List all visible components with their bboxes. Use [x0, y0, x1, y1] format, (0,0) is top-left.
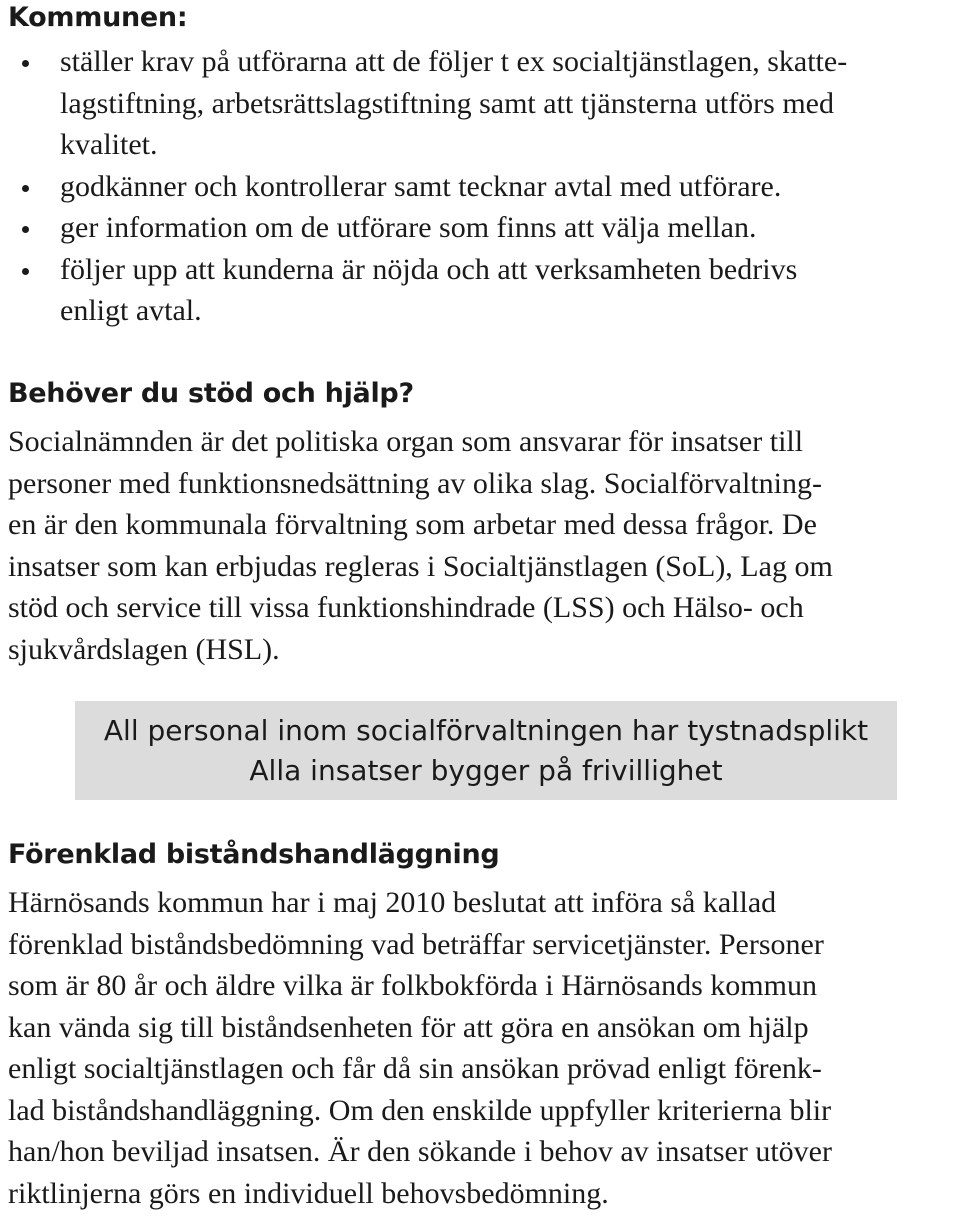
text-line: lagstiftning, arbetsrättslagstiftning samt att tjänsterna utförs med — [60, 86, 834, 120]
notice-line-frivillighet: Alla insatser bygger på frivillighet — [249, 754, 723, 787]
heading-kommunen: Kommunen: — [8, 2, 188, 33]
text-line: som är 80 år och äldre vilka är folkbokförda i Härnösands kommun — [8, 969, 817, 1002]
paragraph-forenklad — [8, 882, 956, 1214]
text-line: lad biståndshandläggning. Om den enskilde uppfyller kriterierna blir — [8, 1093, 832, 1127]
text-line: ställer krav på utförarna att de följer t ex socialtjänstlagen, skatte- — [60, 45, 848, 78]
text-line: personer med funktionsnedsättning av olika slag. Socialförvaltning- — [8, 466, 822, 500]
text-line: Socialnämnden är det politiska organ som ansvarar för insatser till — [8, 425, 804, 458]
kommunen-bullet-list — [0, 41, 960, 332]
paragraph-socialnamnden — [8, 421, 956, 670]
notice-line-tystnadsplikt: All personal inom socialförvaltningen har tystnadsplikt — [103, 714, 869, 747]
text-line: kan vända sig till biståndsenheten för att göra en ansökan om hjälp — [8, 1010, 809, 1044]
text-line: insatser som kan erbjudas regleras i Socialtjänstlagen (SoL), Lag om — [8, 549, 833, 583]
text-line: godkänner och kontrollerar samt tecknar avtal med utförare. — [60, 169, 782, 203]
bullet-icon — [22, 60, 29, 67]
notice-box — [75, 701, 897, 800]
text-line: Härnösands kommun har i maj 2010 beslutat att införa så kallad — [8, 886, 777, 919]
bullet-icon — [22, 185, 29, 192]
list-item — [0, 207, 960, 249]
text-line: förenklad biståndsbedömning vad beträffar servicetjänster. Personer — [8, 927, 824, 961]
text-line: han/hon beviljad insatsen. Är den sökande i behov av insatser utöver — [8, 1135, 832, 1168]
text-line: riktlinjerna görs en individuell behovsbedömning. — [8, 1176, 609, 1210]
heading-forenklad-bistandshandlaggning: Förenklad biståndshandläggning — [8, 839, 500, 870]
text-line: en är den kommunala förvaltning som arbetar med dessa frågor. De — [8, 508, 817, 541]
text-line: enligt socialtjänstlagen och får då sin ansökan prövad enligt förenk- — [8, 1052, 822, 1085]
list-item — [0, 41, 960, 166]
text-line: sjukvårdslagen (HSL). — [8, 632, 280, 666]
text-line: kvalitet. — [60, 128, 158, 161]
text-line: enligt avtal. — [60, 294, 202, 327]
text-line: följer upp att kunderna är nöjda och att verksamheten bedrivs — [60, 252, 798, 286]
bullet-icon — [22, 268, 29, 275]
list-item — [0, 249, 960, 332]
text-line: ger information om de utförare som finns att välja mellan. — [60, 211, 757, 244]
list-item — [0, 166, 960, 208]
heading-behover-du-stod: Behöver du stöd och hjälp? — [8, 378, 414, 409]
text-line: stöd och service till vissa funktionshindrade (LSS) och Hälso- och — [8, 591, 804, 624]
bullet-icon — [22, 226, 29, 233]
